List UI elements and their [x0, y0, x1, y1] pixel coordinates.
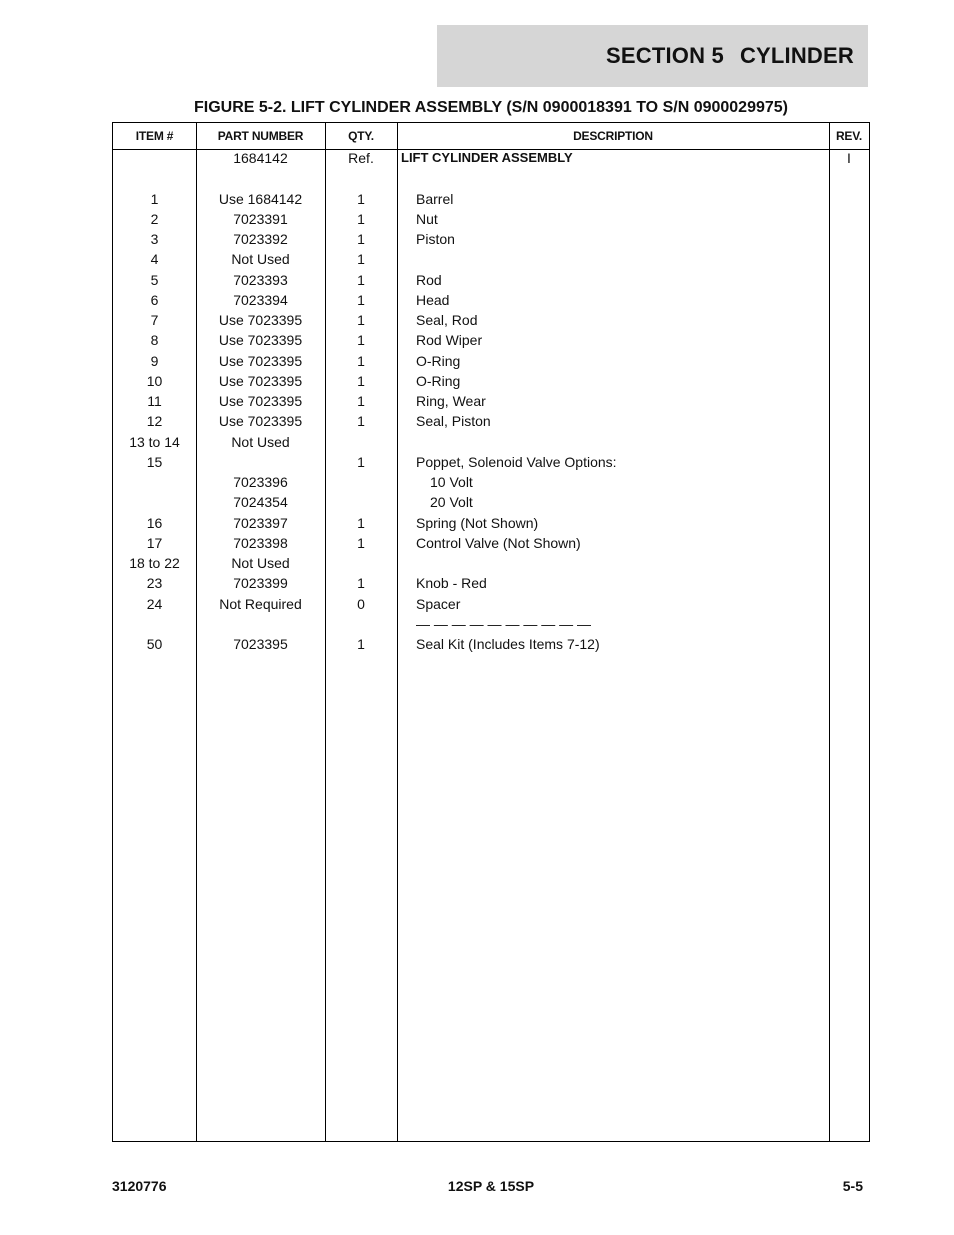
description-cell: Rod Wiper	[416, 332, 483, 349]
description-cell: Rod	[416, 271, 442, 288]
description-cell: O-Ring	[416, 352, 461, 369]
description-cell: 20 Volt	[430, 494, 473, 511]
part-number-cell: Use 7023395	[218, 332, 303, 349]
table-row	[113, 594, 869, 614]
table-row	[113, 168, 869, 188]
part-number-cell: 7024354	[233, 494, 288, 511]
item-number-cell: 23	[146, 575, 163, 592]
quantity-cell: 1	[357, 291, 365, 308]
quantity-cell: 1	[357, 413, 365, 430]
header-rev: REV.	[835, 129, 863, 143]
description-cell: 10 Volt	[430, 474, 473, 490]
item-number-cell: 4	[150, 251, 159, 268]
quantity-cell: Ref.	[348, 150, 374, 166]
item-number-cell: 8	[150, 332, 159, 349]
table-row	[113, 290, 869, 310]
quantity-cell: 1	[357, 575, 365, 592]
item-number-cell: 9	[150, 352, 159, 369]
description-cell: Nut	[416, 210, 438, 227]
table-row	[113, 472, 869, 492]
table-row	[113, 189, 869, 209]
part-number-cell: 1684142	[233, 150, 288, 166]
table-row	[113, 229, 869, 249]
section-title: CYLINDER	[739, 43, 854, 68]
quantity-cell: 1	[357, 453, 365, 470]
item-number-cell: 11	[147, 393, 162, 409]
table-row	[113, 270, 869, 290]
description-cell: LIFT CYLINDER ASSEMBLY	[401, 150, 573, 165]
footer-doc-number: 3120776	[112, 1178, 167, 1194]
part-number-cell: 7023393	[233, 271, 288, 288]
part-number-cell: Use 7023395	[218, 352, 303, 369]
table-row	[113, 533, 869, 553]
item-number-cell: 17	[146, 534, 163, 551]
header-qty: QTY.	[348, 129, 374, 143]
quantity-cell: 1	[357, 271, 365, 288]
table-row	[113, 634, 869, 654]
table-row	[113, 432, 869, 452]
part-number-cell: Not Used	[231, 251, 290, 268]
description-cell: Head	[416, 291, 450, 308]
description-cell: Control Valve (Not Shown)	[416, 534, 581, 551]
part-number-cell: Use 1684142	[218, 190, 303, 207]
item-number-cell: 6	[150, 291, 159, 308]
description-cell: Seal Kit (Includes Items 7-12)	[416, 636, 600, 652]
item-number-cell: 50	[146, 636, 163, 652]
quantity-cell: 1	[357, 251, 365, 268]
table-row	[113, 209, 869, 229]
section-banner	[437, 25, 868, 87]
table-row	[113, 614, 869, 634]
quantity-cell: 1	[357, 636, 365, 652]
part-number-cell: 7023396	[233, 474, 288, 490]
item-number-cell: 13 to 14	[129, 433, 180, 450]
table-row	[113, 310, 869, 330]
part-number-cell: Not Used	[231, 555, 290, 571]
part-number-cell: Use 7023395	[218, 393, 303, 409]
table-row	[113, 411, 869, 431]
table-row	[113, 452, 869, 472]
table-row	[113, 513, 869, 533]
description-cell: Piston	[416, 231, 455, 247]
description-cell: Barrel	[416, 190, 454, 207]
item-number-cell: 1	[150, 190, 159, 207]
part-number-cell: 7023399	[233, 575, 288, 592]
table-row	[113, 553, 869, 573]
quantity-cell: 1	[357, 372, 365, 389]
description-cell: Spacer	[416, 595, 461, 612]
quantity-cell: 1	[357, 332, 365, 349]
part-number-cell: 7023395	[233, 636, 288, 652]
table-row	[113, 391, 869, 411]
part-number-cell: 7023392	[233, 231, 288, 247]
table-row	[113, 148, 869, 168]
section-label: SECTION 5	[606, 43, 724, 68]
item-number-cell: 2	[150, 210, 159, 227]
figure-title: FIGURE 5-2. LIFT CYLINDER ASSEMBLY (S/N 0900018391 TO S/N 0900029975)	[193, 99, 788, 116]
quantity-cell: 1	[357, 231, 365, 247]
quantity-cell: 1	[357, 393, 365, 409]
item-number-cell: 7	[150, 312, 159, 328]
header-part-number: PART NUMBER	[217, 129, 304, 143]
table-row	[113, 371, 869, 391]
part-number-cell: Use 7023395	[218, 312, 303, 328]
part-number-cell: 7023391	[233, 210, 288, 227]
header-item: ITEM #	[135, 129, 174, 143]
description-cell: Spring (Not Shown)	[416, 514, 539, 531]
item-number-cell: 3	[150, 231, 159, 247]
description-cell: Seal, Piston	[416, 413, 491, 430]
quantity-cell: 1	[357, 514, 365, 531]
table-row	[113, 351, 869, 371]
table-row	[113, 573, 869, 593]
quantity-cell: 1	[357, 190, 365, 207]
quantity-cell: 1	[357, 312, 365, 328]
quantity-cell: 1	[357, 210, 365, 227]
part-number-cell: Use 7023395	[218, 372, 303, 389]
revision-cell: I	[847, 150, 851, 166]
description-cell: Seal, Rod	[416, 312, 478, 328]
description-cell: Ring, Wear	[416, 393, 486, 409]
item-number-cell: 16	[146, 514, 163, 531]
description-cell: — — — — — — — — — —	[416, 615, 592, 632]
part-number-cell: 7023398	[233, 534, 288, 551]
item-number-cell: 15	[146, 453, 163, 470]
footer-model: 12SP & 15SP	[447, 1178, 535, 1194]
parts-table	[112, 122, 870, 1142]
header-description: DESCRIPTION	[573, 129, 653, 143]
footer-page-number: 5-5	[842, 1178, 863, 1194]
table-row	[113, 492, 869, 512]
part-number-cell: Use 7023395	[218, 413, 303, 430]
item-number-cell: 12	[146, 413, 163, 430]
table-row	[113, 330, 869, 350]
item-number-cell: 5	[150, 271, 159, 288]
description-cell: Knob - Red	[416, 575, 487, 592]
item-number-cell: 18 to 22	[129, 555, 180, 571]
quantity-cell: 1	[357, 534, 365, 551]
quantity-cell: 1	[357, 352, 365, 369]
table-row	[113, 249, 869, 269]
part-number-cell: 7023394	[233, 291, 288, 308]
item-number-cell: 10	[146, 372, 163, 389]
part-number-cell: 7023397	[233, 514, 288, 531]
description-cell: Poppet, Solenoid Valve Options:	[416, 453, 617, 470]
item-number-cell: 24	[146, 595, 163, 612]
part-number-cell: Not Required	[219, 595, 302, 612]
part-number-cell: Not Used	[231, 433, 290, 450]
quantity-cell: 0	[357, 595, 365, 612]
description-cell: O-Ring	[416, 372, 461, 389]
